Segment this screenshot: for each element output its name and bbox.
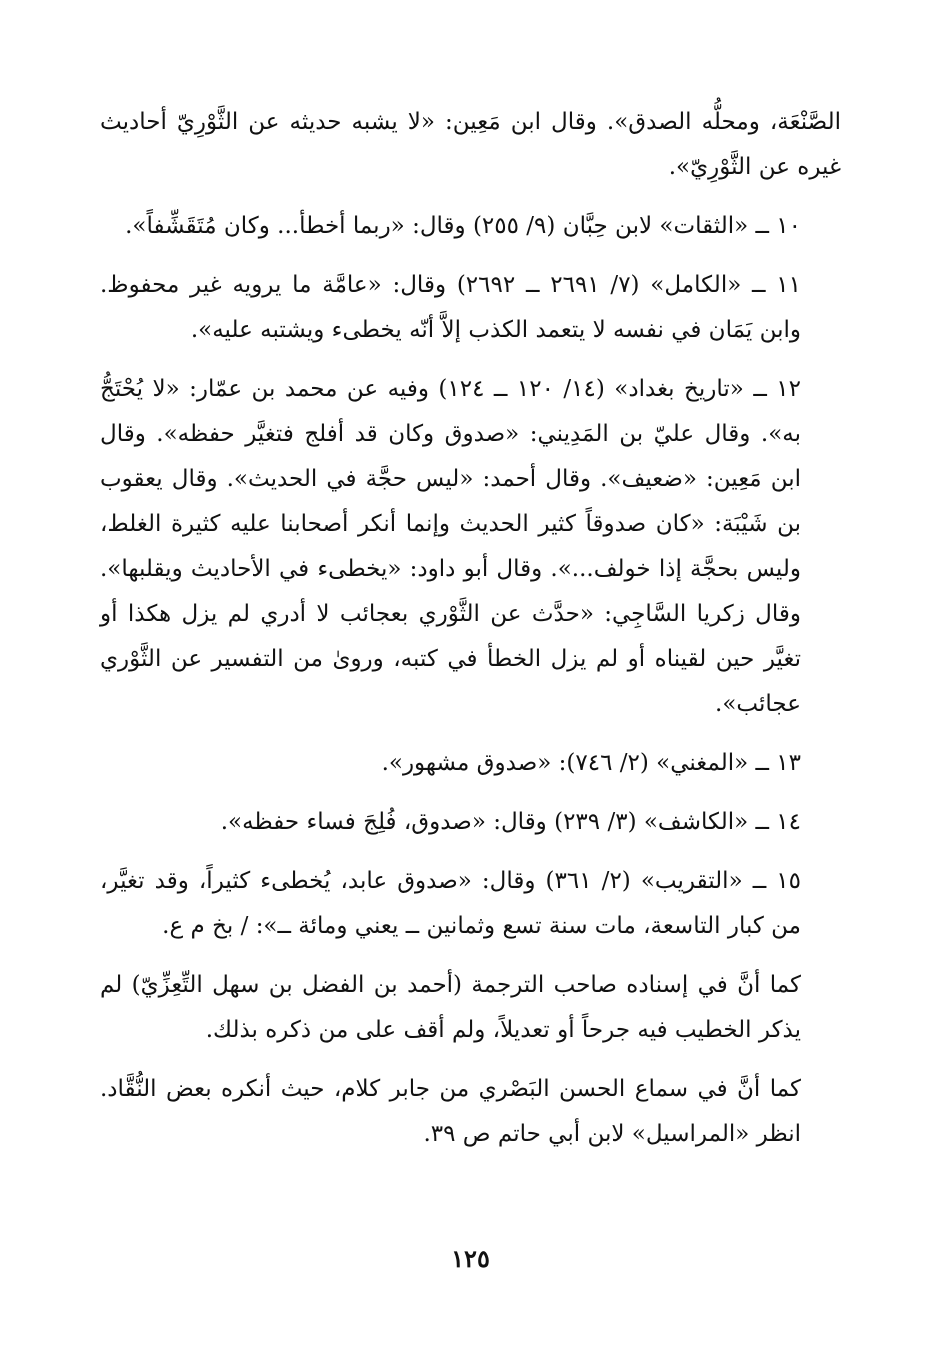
entry-10: ١٠ ــ «الثقات» لابن حِبَّان (٩/ ٢٥٥) وقال: «ربما أخطأ... وكان مُتَقَشِّفاً». [125, 213, 801, 239]
entry-14: ١٤ ــ «الكاشف» (٣/ ٢٣٩) وقال: «صدوق، فُلِجَ فساء حفظه». [220, 809, 801, 835]
note-paragraph-1: كما أنَّ في إسناده صاحب الترجمة (أحمد بن الفضل بن سهل التِّعِزِّيّ) لم يذكر الخطيب فيه جرحاً أو تعديلاً، ولم أقف على من ذكره بذلك. [100, 972, 801, 1043]
page-number: ١٢٥ [451, 1244, 490, 1273]
entry-12: ١٢ ــ «تاريخ بغداد» (١٤/ ١٢٠ ــ ١٢٤) وفيه عن محمد بن عمّار: «لا يُحْتَجُّ به». وقال عليّ بن المَدِيني: «صدوق وكان قد أفلج فتغيَّر حفظه». وقال ابن مَعِين: «ضعيف». وقال أحمد: «ليس حجَّة في الحديث». وقال يعقوب بن شَيْبَة: «كان صدوقاً كثير الحديث وإنما أنكر أصحابنا عليه كثيرة الغلط، وليس بحجَّة إذا خولف...». وقال أبو داود: «يخطىء في الأحاديث ويقلبها». وقال زكريا السَّاجِي: «حدَّث عن الثَّوْري بعجائب لا أدري لم يزل هكذا أو تغيَّر حين لقيناه أو لم يزل الخطأ في كتبه، وروىٰ من التفسير عن الثَّوْري عجائب». [100, 376, 801, 717]
note-paragraph-2: كما أنَّ في سماع الحسن البَصْري من جابر كلام، حيث أنكره بعض النُّقَّاد. انظر «المراسيل» لابن أبي حاتم ص ٣٩. [100, 1076, 801, 1147]
entry-11: ١١ ــ «الكامل» (٧/ ٢٦٩١ ــ ٢٦٩٢) وقال: «عامَّة ما يرويه غير محفوظ. وابن يَمَان في نفسه لا يتعمد الكذب إلاَّ أنّه يخطىء ويشتبه عليه». [100, 272, 802, 343]
paragraph-continuation: الصَّنْعَة، ومحلُّه الصدق». وقال ابن مَعِين: «لا يشبه حديثه عن الثَّوْرِيّ أحاديث غيره عن الثَّوْرِيّ». [100, 109, 841, 180]
entry-15: ١٥ ــ «التقريب» (٢/ ٣٦١) وقال: «صدوق عابد، يُخطىء كثيراً، وقد تغيَّر، من كبار التاسعة، مات سنة تسع وثمانين ــ يعني ومائة ــ»: / بخ م ع. [100, 868, 802, 939]
entry-13: ١٣ ــ «المغني» (٢/ ٧٤٦): «صدوق مشهور». [381, 750, 801, 776]
